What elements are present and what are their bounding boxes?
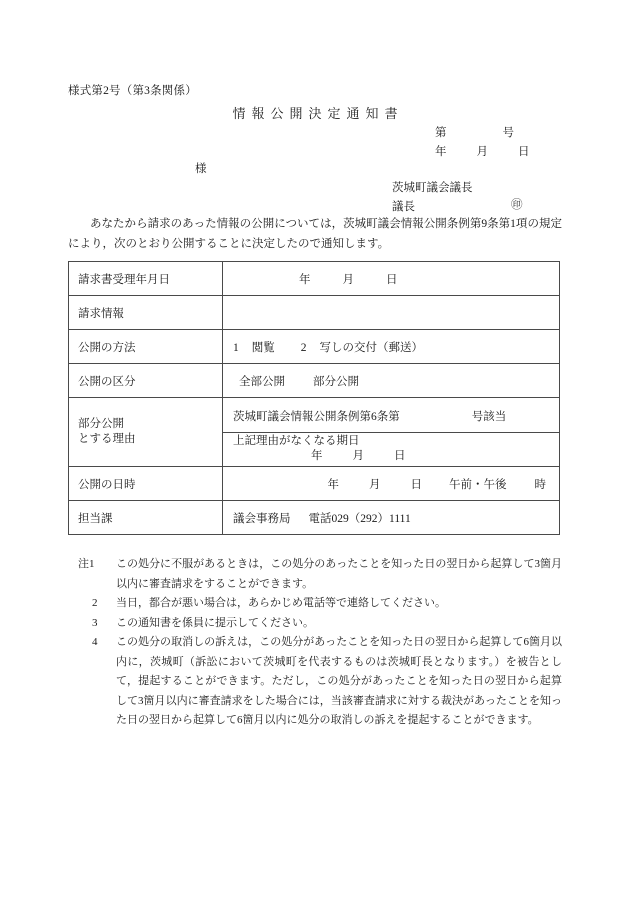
row-value-disclosure-datetime: [223, 467, 560, 501]
method-option-1-label: 閲覧: [251, 341, 275, 354]
seal-stamp-icon: ㊞: [511, 199, 523, 211]
number-suffix-label: 号: [502, 127, 514, 139]
row-label-receipt-date: [69, 262, 223, 296]
disclosure-method-options: [233, 339, 549, 355]
department-telephone: 電話029（292）1111: [308, 512, 411, 525]
row-label-partial-reason-line1: 部分公開: [78, 418, 124, 430]
row-label-department-text: 担当課: [78, 512, 113, 525]
row-label-disclosure-datetime: [69, 467, 223, 501]
table-row-partial-reason: [69, 398, 560, 467]
partial-reason-expiry-cell: [223, 432, 559, 465]
reason-clause-text: 茨城町議会情報公開条例第6条第: [233, 410, 400, 423]
form-number: 様式第2号（第3条関係）: [68, 85, 197, 97]
disclosure-ampm-label: 午前・午後: [449, 478, 507, 491]
table-row-receipt-date: [69, 262, 560, 296]
disclosure-month-label: 月: [369, 478, 381, 491]
row-label-disclosure-method-text: 公開の方法: [78, 341, 136, 354]
row-label-requested-info-text: 請求情報: [78, 307, 124, 320]
partial-reason-clause: [233, 408, 549, 424]
row-label-disclosure-datetime-text: 公開の日時: [78, 478, 136, 491]
partial-reason-subtable: [223, 400, 559, 465]
addressee-suffix: 様: [195, 163, 207, 175]
table-row-department: [69, 501, 560, 535]
row-label-disclosure-category-text: 公開の区分: [78, 375, 136, 388]
note-text-3: この通知書を係員に提示してください。: [116, 616, 314, 629]
date-year-label: 年: [435, 146, 447, 158]
list-item: [68, 555, 562, 594]
method-option-1-number: 1: [233, 341, 239, 354]
method-option-2-number: 2: [300, 341, 307, 354]
note-marker-1: 注1: [78, 558, 95, 570]
expiry-year-label: 年: [311, 449, 323, 462]
row-label-department: [69, 501, 223, 535]
row-label-receipt-date-text: 請求書受理年月日: [78, 273, 170, 286]
receipt-day-label: 日: [386, 273, 398, 286]
expiry-month-label: 月: [352, 449, 364, 462]
lead-paragraph: あなたから請求のあった情報の公開については，茨城町議会情報公開条例第9条第1項の規定により，次のとおり公開することに決定したので通知します。: [68, 218, 562, 250]
row-value-partial-reason: [223, 398, 560, 467]
partial-reason-clause-cell: [223, 400, 559, 433]
receipt-year-label: 年: [299, 273, 311, 286]
department-name: 議会事務局: [233, 512, 291, 525]
category-full-disclosure: 全部公開: [239, 375, 285, 388]
partial-reason-expiry-row: [223, 432, 559, 465]
disclosure-datetime-fields: [223, 476, 559, 492]
note-marker-2: 2: [92, 597, 98, 609]
partial-reason-clause-row: [223, 400, 559, 433]
note-marker-3: 3: [92, 616, 98, 629]
note-text-4: この処分の取消しの訴えは，この処分があったことを知った日の翌日から起算して6箇月以内に，茨城町（訴訟において茨城町を代表するものは茨城町長となります。）を被告として，提起することができます。ただし，この処分があったことを知った日の翌日から起算して3箇月以内に審査請求をした場合には，当該審査請求に対する裁決があったことを知った日の翌日から起算して6箇月以内に処分の取消しの訴えを提起することができます。: [116, 636, 562, 726]
table-row-disclosure-datetime: [69, 467, 560, 501]
row-value-disclosure-category: [223, 364, 560, 398]
receipt-date-fields: [233, 271, 549, 287]
page-title: 情報公開決定通知書: [232, 106, 404, 121]
issuer-organization: 茨城町議会議長: [392, 182, 473, 194]
document-date-line: [435, 143, 565, 159]
department-contact: [233, 510, 549, 526]
reason-clause-suffix: 号該当: [471, 410, 507, 423]
row-label-partial-reason-text: [78, 398, 213, 466]
list-item: [68, 614, 562, 634]
disclosure-year-label: 年: [327, 478, 339, 491]
date-month-label: 月: [476, 146, 488, 158]
row-value-department: [223, 501, 560, 535]
note-text-2: 当日，都合が悪い場合は，あらかじめ電話等で連絡してください。: [116, 597, 446, 609]
receipt-month-label: 月: [342, 273, 354, 286]
document-number-line: [435, 124, 565, 140]
decision-table: [68, 261, 560, 535]
row-value-receipt-date: [223, 262, 560, 296]
row-value-disclosure-method: [223, 330, 560, 364]
note-text-1: この処分に不服があるときは，この処分のあったことを知った日の翌日から起算して3箇月以内に審査請求をすることができます。: [116, 558, 562, 590]
method-option-2-label: 写しの交付（郵送）: [319, 341, 423, 354]
disclosure-day-label: 日: [410, 478, 422, 491]
table-row-disclosure-category: [69, 364, 560, 398]
table-row-disclosure-method: [69, 330, 560, 364]
expiry-label: 上記理由がなくなる期日: [233, 434, 360, 447]
row-label-requested-info: [69, 296, 223, 330]
expiry-date-fields: [233, 449, 549, 464]
disclosure-category-choices: [223, 373, 559, 389]
row-label-partial-reason-line2: とする理由: [78, 433, 136, 445]
date-day-label: 日: [518, 146, 530, 158]
table-row-requested-info: [69, 296, 560, 330]
row-label-partial-reason: [69, 398, 223, 467]
issuer-role: 議長: [392, 201, 415, 213]
number-prefix-label: 第: [435, 127, 447, 139]
list-item: [68, 633, 562, 731]
category-partial-disclosure: 部分公開: [313, 375, 359, 388]
note-marker-4: 4: [92, 636, 98, 648]
row-value-requested-info: [223, 296, 560, 330]
expiry-day-label: 日: [394, 449, 406, 462]
row-label-disclosure-method: [69, 330, 223, 364]
footnotes: [68, 555, 562, 731]
disclosure-hour-label: 時: [534, 478, 546, 491]
list-item: [68, 594, 562, 614]
row-label-disclosure-category: [69, 364, 223, 398]
